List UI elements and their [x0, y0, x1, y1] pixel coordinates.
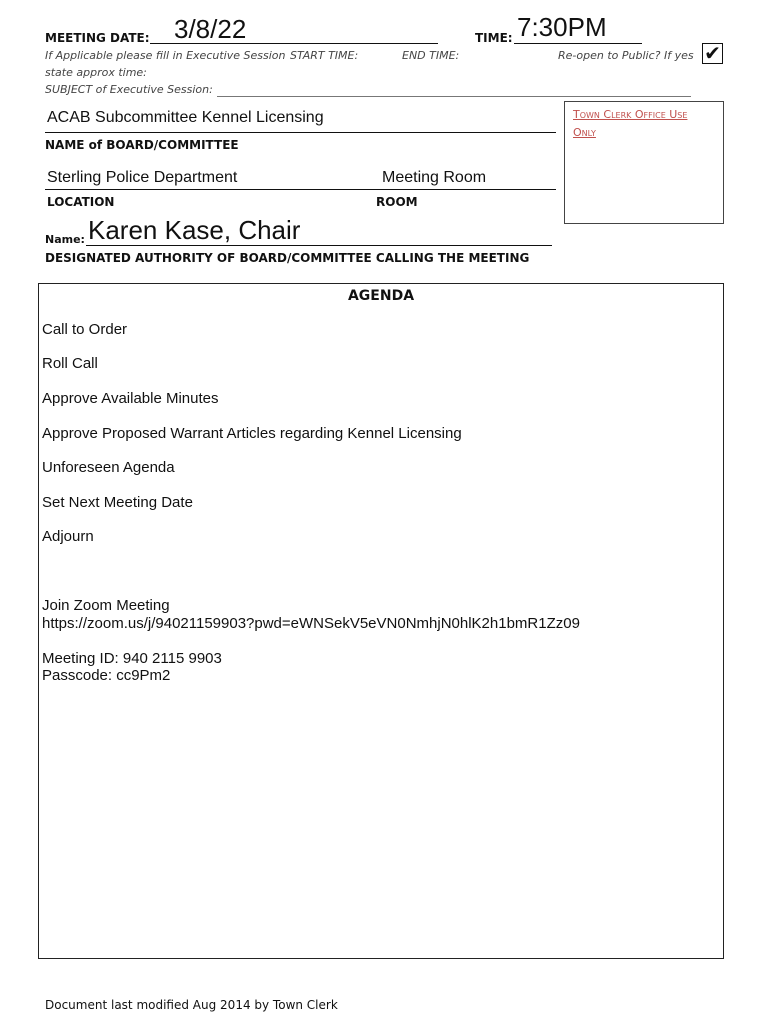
town-clerk-box — [564, 101, 724, 224]
location-line — [45, 189, 556, 190]
agenda-item: Set Next Meeting Date — [42, 494, 193, 511]
agenda-item: Unforeseen Agenda — [42, 459, 175, 476]
room-label: ROOM — [376, 195, 418, 209]
zoom-passcode: Passcode: cc9Pm2 — [42, 667, 171, 684]
zoom-heading: Join Zoom Meeting — [42, 597, 170, 614]
agenda-item: Adjourn — [42, 528, 94, 545]
agenda-item: Approve Proposed Warrant Articles regarding Kennel Licensing — [42, 425, 462, 442]
end-time-label: END TIME: — [402, 49, 460, 62]
agenda-item: Approve Available Minutes — [42, 390, 219, 407]
location-label: LOCATION — [47, 195, 115, 209]
board-name-line — [45, 132, 556, 133]
authority-name-value[interactable]: Karen Kase, Chair — [88, 215, 301, 245]
meeting-date-label: MEETING DATE: — [45, 31, 150, 45]
name-label: Name: — [45, 233, 85, 246]
authority-name-line — [86, 245, 552, 246]
board-name-value[interactable]: ACAB Subcommittee Kennel Licensing — [47, 109, 324, 126]
agenda-item: Roll Call — [42, 355, 98, 372]
footer-note: Document last modified Aug 2014 by Town Clerk — [45, 998, 338, 1012]
time-label: TIME: — [475, 31, 513, 45]
location-value[interactable]: Sterling Police Department — [47, 169, 238, 186]
start-time-label: START TIME: — [290, 49, 359, 62]
time-line — [514, 43, 642, 44]
clerk-line-2: Only — [573, 126, 596, 139]
reopen-checkbox[interactable]: ✔ — [702, 43, 723, 64]
zoom-meeting-id: Meeting ID: 940 2115 9903 — [42, 650, 222, 667]
meeting-date-value[interactable]: 3/8/22 — [174, 14, 247, 44]
agenda-box — [38, 283, 724, 959]
authority-label: DESIGNATED AUTHORITY OF BOARD/COMMITTEE CALLING THE MEETING — [45, 251, 530, 265]
approx-time-label: state approx time: — [45, 66, 147, 79]
exec-subject-label: SUBJECT of Executive Session: — [45, 83, 213, 96]
room-value[interactable]: Meeting Room — [382, 169, 487, 186]
clerk-line-1: Town Clerk Office Use — [573, 108, 688, 121]
exec-subject-line — [217, 96, 691, 97]
agenda-title: AGENDA — [347, 288, 415, 304]
board-name-label: NAME of BOARD/COMMITTEE — [45, 138, 239, 152]
zoom-link[interactable]: https://zoom.us/j/94021159903?pwd=eWNSekV5eVN0NmhjN0hlK2h1bmR1Zz09 — [42, 615, 580, 632]
time-value[interactable]: 7:30PM — [517, 12, 607, 42]
reopen-public-label: Re-open to Public? If yes — [558, 49, 694, 62]
exec-session-note: If Applicable please fill in Executive Session — [45, 49, 286, 62]
agenda-item: Call to Order — [42, 321, 128, 338]
